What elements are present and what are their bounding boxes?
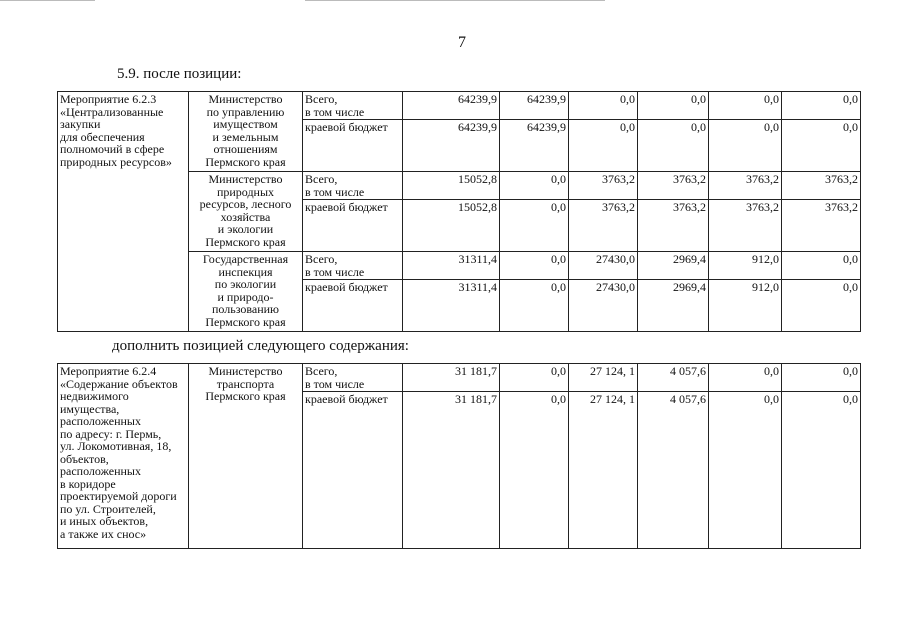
amount-cell: 27430,0 bbox=[569, 252, 638, 280]
amount-cell: 0,0 bbox=[500, 200, 569, 252]
amount-cell: 0,0 bbox=[500, 280, 569, 332]
amount-cell: 0,0 bbox=[709, 120, 782, 172]
executor-cell: Министерство по управлению имуществом и земельным отношениям Пермского края bbox=[189, 92, 303, 172]
amount-cell: 31311,4 bbox=[403, 252, 500, 280]
amount-cell: 4 057,6 bbox=[638, 392, 709, 549]
amount-cell: 3763,2 bbox=[638, 172, 709, 200]
amount-cell: 0,0 bbox=[709, 92, 782, 120]
amount-cell: 912,0 bbox=[709, 252, 782, 280]
amount-cell: 0,0 bbox=[782, 92, 861, 120]
table-row bbox=[58, 364, 861, 392]
scan-artifact-line bbox=[0, 0, 95, 1]
amount-cell: 27 124, 1 bbox=[569, 392, 638, 549]
measure-table-6-2-4 bbox=[57, 363, 861, 549]
amount-cell: 2969,4 bbox=[638, 280, 709, 332]
amount-cell: 0,0 bbox=[500, 392, 569, 549]
measure-table-6-2-3 bbox=[57, 91, 861, 332]
amount-cell: 64239,9 bbox=[403, 120, 500, 172]
amount-cell: 27 124, 1 bbox=[569, 364, 638, 392]
amount-cell: 0,0 bbox=[638, 120, 709, 172]
addition-heading: дополнить позицией следующего содержания: bbox=[112, 338, 409, 354]
executor-cell: Министерство транспорта Пермского края bbox=[189, 364, 303, 549]
amount-cell: 3763,2 bbox=[782, 172, 861, 200]
funding-source-cell: Всего, в том числе bbox=[303, 92, 403, 120]
funding-source-cell: краевой бюджет bbox=[303, 200, 403, 252]
amount-cell: 0,0 bbox=[569, 92, 638, 120]
amount-cell: 0,0 bbox=[709, 364, 782, 392]
amount-cell: 3763,2 bbox=[709, 172, 782, 200]
scan-artifact-line bbox=[305, 0, 605, 1]
section-heading: 5.9. после позиции: bbox=[117, 66, 242, 82]
amount-cell: 3763,2 bbox=[569, 200, 638, 252]
amount-cell: 0,0 bbox=[500, 252, 569, 280]
funding-source-cell: Всего, в том числе bbox=[303, 252, 403, 280]
amount-cell: 15052,8 bbox=[403, 172, 500, 200]
amount-cell: 3763,2 bbox=[569, 172, 638, 200]
amount-cell: 0,0 bbox=[782, 280, 861, 332]
funding-source-cell: краевой бюджет bbox=[303, 280, 403, 332]
table-row bbox=[58, 92, 861, 120]
amount-cell: 2969,4 bbox=[638, 252, 709, 280]
amount-cell: 4 057,6 bbox=[638, 364, 709, 392]
amount-cell: 912,0 bbox=[709, 280, 782, 332]
amount-cell: 15052,8 bbox=[403, 200, 500, 252]
amount-cell: 0,0 bbox=[638, 92, 709, 120]
amount-cell: 0,0 bbox=[500, 172, 569, 200]
amount-cell: 0,0 bbox=[782, 120, 861, 172]
amount-cell: 0,0 bbox=[782, 392, 861, 549]
amount-cell: 31 181,7 bbox=[403, 364, 500, 392]
amount-cell: 0,0 bbox=[709, 392, 782, 549]
amount-cell: 64239,9 bbox=[500, 120, 569, 172]
amount-cell: 0,0 bbox=[782, 364, 861, 392]
amount-cell: 0,0 bbox=[569, 120, 638, 172]
amount-cell: 64239,9 bbox=[403, 92, 500, 120]
page-number: 7 bbox=[458, 34, 466, 51]
measure-name-cell: Мероприятие 6.2.3 «Централизованные закупки для обеспечения полномочий в сфере природных ресурсов» bbox=[58, 92, 189, 332]
funding-source-cell: краевой бюджет bbox=[303, 120, 403, 172]
funding-source-cell: Всего, в том числе bbox=[303, 364, 403, 392]
amount-cell: 3763,2 bbox=[709, 200, 782, 252]
amount-cell: 3763,2 bbox=[782, 200, 861, 252]
funding-source-cell: краевой бюджет bbox=[303, 392, 403, 549]
amount-cell: 31 181,7 bbox=[403, 392, 500, 549]
executor-cell: Министерство природных ресурсов, лесного хозяйства и экологии Пермского края bbox=[189, 172, 303, 252]
amount-cell: 3763,2 bbox=[638, 200, 709, 252]
amount-cell: 31311,4 bbox=[403, 280, 500, 332]
executor-cell: Государственная инспекция по экологии и природо- пользованию Пермского края bbox=[189, 252, 303, 332]
amount-cell: 27430,0 bbox=[569, 280, 638, 332]
measure-name-cell: Мероприятие 6.2.4 «Содержание объектов недвижимого имущества, расположенных по адресу: г. Пермь, ул. Локомотивная, 18, объектов, расположенных в коридоре проектируемой дороги по ул. Строителей, и иных объектов, а также их снос» bbox=[58, 364, 189, 549]
amount-cell: 64239,9 bbox=[500, 92, 569, 120]
amount-cell: 0,0 bbox=[782, 252, 861, 280]
funding-source-cell: Всего, в том числе bbox=[303, 172, 403, 200]
amount-cell: 0,0 bbox=[500, 364, 569, 392]
